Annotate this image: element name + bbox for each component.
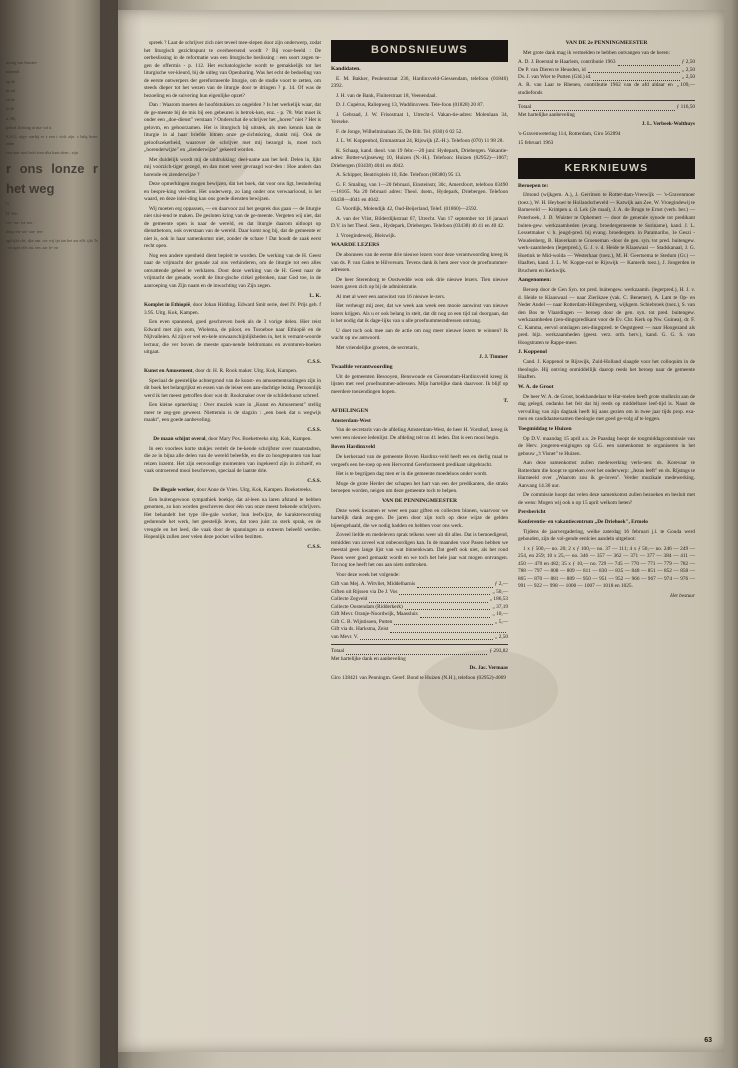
section-header-kerknieuws: KERKNIEUWS (518, 158, 695, 179)
book-review-signature: C.S.S. (307, 477, 321, 484)
body-paragraph: Deze week kwamen er weer een paar giften en collecten binnen, waarvoor we hartelijk dank zeg-gen. De jaren door zijn toch op deze wijze de gelden bijeengehaald, die we nodig hadden en hebben voor ons werk. (331, 507, 508, 529)
gift-amount: „ 2,50 (682, 66, 695, 73)
gift-label: A. R. van Laar te Rhenen, contributie 1962 van de afd aldaar en studiefonds (518, 82, 673, 96)
gift-label: A. D. J. Boerstal te Haarlem, contributie 1963 (518, 59, 616, 66)
gift-label: Gift via ds. Harksma, Zeist (331, 626, 389, 633)
divider (518, 100, 695, 101)
body-paragraph: Met duidelijk wordt mij de uitdrukking: deel-name aan het heil. Delen in, lijkt mij voorzich-tiger gezegd, en dan moet weer gevraagd wor-den : Hoe anders dan horende en zienderwijze ? (144, 156, 321, 178)
leader-dots (346, 648, 487, 655)
article-signature: J. J. Timmer (479, 354, 508, 361)
kandidaat-entry: J. H. van de Bank, Fluiterstraat 18, Veenendaal. (336, 92, 437, 99)
closing-line: Met hartelijke dank en aanbeveling (331, 655, 406, 662)
gift-label: Collecte Oostendam (Ridderkerk) (331, 603, 403, 610)
subheading-toogmiddag: Toegmiddag te Huizen (518, 425, 572, 432)
kandidaat-entry: D. J. Cupérus, Raliepweg 13, Waddinxveen. Tele-foon (01828) 20 87. (336, 102, 485, 109)
body-paragraph: Wij moeten erg oppassen, — en daarvoor zal het gesprek dus gaan — de liturgie niet slui-tend te maken. De gesloten kring van de ge-meente. Vergeten wij niet, dat de gemeente open is naar de wereld, en dat liturgie daarom uitloopt op dienstbetoon, ook overstaan van de wereld. Daar komt nog bij, dat de gemeente er niet is, ook in haar samenkomst niet, zonder de schare ! Dat houdt de zaak eerst recht open. (144, 205, 321, 250)
body-paragraph: Aan deze samenkomst zullen medewerking verle-nen: ds. Korevaar te Rotterdam die hoopt te spreken over het onderwerp: „Jezus leeft" en ds. Rijstngs te Harmeeld over „Waarom zou ik ge-loven". Verder muzikale medewerking. Aanvang 14.30 uur. (518, 460, 695, 489)
body-paragraph: Deze opmerkingen mogen bewijzen, dat het boek, dat voor ons ligt, bestudering en bespre-king verdient. Het onderwerp, zo lang onder ons verwaarloosd, is het waard, en deze inlei-ding kan ons goede diensten bewijzen. (144, 181, 321, 203)
gift-total-row (331, 648, 508, 656)
gift-total-amount: ƒ 116,50 (676, 104, 695, 111)
leader-dots (593, 74, 680, 81)
subheading-kandidaten: Kandidaten. (331, 65, 361, 72)
book-review-signature: C.S.S. (307, 543, 321, 550)
gift-amount: „ 186,53 (489, 596, 508, 603)
leader-dots (588, 67, 680, 74)
body-paragraph: De kerkeraad van de gemeente Boven Hardinx-veld heeft ees en derlig maal te vergeefs een be-roep op een Hervormd Gereformeerd predikant uitgebracht. (331, 453, 508, 468)
gift-row (331, 634, 508, 642)
edge-frag-line: agd ijks cht, ijke om. cor wij ijn ian het aar elft. ijkt Te ; en igen elfs las. ien. aar le- en (6, 238, 98, 250)
book-title: De illegale werker (152, 487, 194, 494)
body-paragraph: Het is te begrijpen dag men er in die gemeente moedeloos onder wordt. (336, 471, 488, 478)
book-review-text: Een buitengewoon sympathiek boekje, dat al-leen na laren afstand te hebben genomen, zo kon worden geschreven door één van onze meest bekende schrijvers. Het behandelt het type ille-gale worker, hun leefwijze, de karakterworsting gedurende het werk, het geestelijk leven, dat toen juist zo sterk sprak, en de vreugde en het leed, die vaak door de spanningen zo extreem beleefd werden. Hopenlijk zullen zeer velen deze pocket willen bezitten. (144, 496, 321, 541)
article-signature: J. L. Verbeek-Wolthuys (641, 121, 695, 128)
column-left (144, 40, 321, 1000)
edge-frag-line: nestig van Amster- (6, 60, 38, 65)
leader-dots (405, 604, 491, 611)
body-paragraph: Beroep door de Gen Syn. tot pred. buitengew. werkzaamh. (legerpred.), H. J. v. d. Heide te Klaaswaal — naar Zierikzee (vak. C. Benemer), A. Lam te Op- en Neder Andel — naar Rotterdam-Hillegersberg, wijkgem. Schiebroek (toez.), S. van den Bos te Vlaardingen — beroep door de gen. syn. tot pred. buitengew. werkzaamheden (zen-dingspredikant voor de Ev. Chr. Kerk op Nw. Guinea), dr. F. C. Kamma, eervol ontslagen zen-dingspred. te Oegstgeest — naar Hoogezand als pred. bijz. werkzaamheden (geest. verz. orth. herv.), kand. G. G. S. van Hoogstraten te Rappe-meer. (518, 287, 695, 346)
edge-frag-line: K.S.G. afge- narbij er s een t vick zijn. s belg bren- onde (6, 134, 98, 146)
gift-row (518, 74, 695, 82)
book-review-signature: C.S.S. (307, 426, 321, 433)
gift-label: Giften uit Rijssen via De J. Vos (331, 588, 398, 595)
book-review-text: Een kleine opmerking : Over muziek ware in „Kunst en Amusement" stellig meer te zeg-gen geweest. Niettemin is de slagzin : „een boek dat u wegwijs maakt", een goede aanbeveling. (144, 402, 321, 424)
kandidaat-entry: A. van der Vlist, Bilderdijkstraat 67, Utrecht. Van 17 september tot 16 januari D.V. in het Theol. Sem., Hydepark, Driebergen. Telefoon (03438) 40 41 en 40 42. (331, 215, 508, 230)
subheading-waarde-lezers: WAARDE LEZERS (331, 242, 380, 249)
subheading-afdelingen: AFDELINGEN (331, 407, 369, 414)
book-byline: , door Mary Pos. Boeketreeks uitg. Kok, Kampen. (205, 436, 312, 443)
body-paragraph: Voor deze week het volgende: (336, 571, 400, 578)
body-paragraph: Op D.V. maandag 15 april a.s. 2e Paasdag hoopt de toogmiddagcommissie van de Herv. jongeren-enigingen op G.G. een samenkomst te organiseren in het gebouw „'t Visnet" te Huizen. (518, 435, 695, 457)
book-review-text: In een voorlees korte stukjes vertelt de be-kende schrijfster over maanstadten, die ze in bijna alle delen van de wereld beleefde, en die zo hoogtepunten van haar reizen inzemt. Het zijn eenvoudige momenten van ingekeerd zijn in zichzelf, en vaak ontroerend mooi beschreven, speciaal de laatste drie. (144, 445, 321, 475)
edge-frag-line: gehad. lichting al ma- taf it. (6, 125, 53, 131)
edge-frag-line: op de (6, 78, 16, 84)
subheading-aangenomen: Aangenomen: (518, 277, 552, 284)
book-review-text: Speciaal de geestelijke achtergrond van de kunst- en amusementsuitingen zijn in dit boek het belangrijkst en essen van de leiser een aan-dachtige lezing. Persoonlijk werd ik het meest getroffen door wat dr. Rookmaker over de schilderkunst schreef. (144, 377, 321, 399)
gift-row (331, 581, 508, 589)
leader-dots (533, 104, 674, 111)
gift-amount: „ 2,50 (495, 633, 508, 640)
edge-frag-line: een aan- niet heid eten rika kant eken ; zijn (6, 149, 78, 155)
leader-dots (399, 589, 490, 596)
body-paragraph: Cand. J. Koppenol te Rijswijk, Zuid-Holland slaagde voor het colloquim in de theologie. Hij ontving onmiddellijk daarop reeds het beroep naar de gemeente Haaften. (518, 359, 695, 381)
book-review-signature: C.S.S. (307, 358, 321, 365)
edge-frag-line: H. Wa- (6, 210, 18, 216)
book-review-title (144, 487, 321, 495)
gift-row (518, 59, 695, 67)
gift-amount: ƒ 2,50 (681, 59, 695, 66)
edge-frag-line: in zal (6, 87, 16, 93)
gift-label: De P. van Dieren te Heusden, id (518, 66, 586, 73)
book-review-title (144, 368, 321, 376)
edge-frag-line: n. Hij (6, 115, 16, 121)
gift-row (331, 596, 508, 604)
subheading-penningmeester: VAN DE PENNINGMEESTER (381, 497, 458, 504)
book-review-text: Een even spannend, goed geschreven boek als de 3 vorige delen. Hier reist Edward met zijn oom, Wielema, de piloot, en Turoeboe naar Ethiopië en de Nijlvalleien. Al zijn er wel en-kele onwaarschijnlijkheden in, het is vernant-woorde lectuur, die ver boven de meeste span-nende beldromans en avonturen-boeken uitgaat. (144, 319, 321, 356)
subheading-beroepen: Beroepen te: (518, 182, 549, 189)
body-paragraph: spreek ? Laat de schrijver zich niet teveel mee-slepen door zijn onderwerp, zodat het liturgisch gezichtspunt te overheersend wordt ? Bij voor-beeld : De oerbeslissing in de reformatie was een liturgische beslissing : een soort zegen te-gen de offermis - p. 112. Het eschatologische wordt te gemakkelijk tot het liturgische ver-kleurd, bij de uitleg van Openbaring. Was het echt de bedoeling van de eerste ontwerpers der gereformeerde liturgie, om de studie voort te zetten, om steeds dieper tot het wezen van de liturgie door te dringen ? p. 14. Of was de bezoeling en de suivering hun eigenlijke opzet? (144, 40, 321, 99)
body-paragraph: Nog een andere openheid dient bepleit te worden. De werking van de H. Geest naar de vrijmacht der genade zal ons verhinderen, om de liturgie tot een alles omvattende geheel te verklaren. Door deze werking van de H. Geest naar de vrijmacht der genade, wordt de litur-gische cirkel gebroken, naar God toe, in de aanroeping van Zijn naam en de inwachting van Zijn zegen. (144, 252, 321, 289)
gift-row (331, 611, 508, 619)
gift-amount: „ 50,— (492, 588, 508, 595)
body-paragraph: De commissie hoopt dat velen deze samenkomst zullen bezoeken en besluit met de wens: Mogen wij ook u op 15 april welkom heten? (518, 492, 695, 506)
leader-dots (360, 634, 493, 641)
gift-amount: ƒ 2,— (494, 581, 508, 588)
gift-row (518, 82, 695, 97)
divider (331, 644, 508, 645)
book-review-title (144, 302, 321, 317)
book-title: Kunst en Amusement (144, 368, 193, 375)
gift-label: Collecte Zegveld (331, 596, 368, 603)
leader-dots (394, 619, 493, 626)
body-paragraph: Uit de gemeenten Besooyen, Benswoude en Giessendam-Hardinxveld kreeg ik lijsten met veel proefnummer-adressen. Mijn hartelijke dank daarvoor. Ik blijf op meerdere toezendingen hopen. (331, 373, 508, 395)
article-signature: Ds. Jac. Vermaas (469, 665, 508, 672)
section-header-bondsnieuws: BONDSNIEUWS (331, 40, 508, 62)
body-paragraph: Van de secretaris van de afdeling Amsterdam-West, de heer H. Vorsthof, kreeg ik weer een nieuwe ledenlijst. De afdeling telt nu 41 leden. Dat is een mooi begin. (331, 427, 508, 441)
subheading-twaalfde-verantwoording: Twaalfde verantwoording (331, 363, 393, 370)
article-signature: Het bestuur (670, 592, 695, 599)
gift-total-label: Totaal (331, 648, 345, 655)
book-byline: , door Anne de Vries. Uitg. Kok, Kampen. Boeketreeks. (193, 487, 313, 494)
closing-line: Met hartelijke aanbeveling (518, 111, 575, 118)
body-paragraph: Met grote dank mag ik vermelden te hebben ontvangen van de heren: (523, 49, 670, 56)
afdeling-name: Boven Hardinxveld (331, 444, 375, 451)
body-paragraph: IJmond (wijkgem. A.), J. Gerritsen te Rotter-dam-Vreewijk — 's-Gravenmoer (toez.), W. H. Heyboer te Hollandscheveld — Katwijk aan Zee, W. Vroegindewij te Barneveld — Krimpen a. d. Lek (2e maal), J. A. de Brugn te Ernst (verb. ber.) — Puterhoek, J. D. Wuister te Ophemert — door de generale synode tot predikant buiten-gew. werkzaamheden (evang. broedergemeente te Suriname), kand. J. L. Lessetmaker v. h. jeugd-pred. bij evang. broedergem. in Paramaribo, 1e Geszi - Woudenberg, B. Haverkam te Groeneman -door de gen. syn. tot pred. buitengew. werk-zaamheden (legerpred.), G. J. v. d. Heide te Klaaswaal — Stadskanaal, J. G. Huetink te Mid-wolda — Westerhaar (toez.), M. H. Geertsema te Stedum (Gr.) — Haaften, kand. J. L. W. Koppe-nol te Rijswijk — Kamerik toez.), J. Jongerden te Bruchem en Kerkwijk. (518, 192, 695, 274)
leader-dots (618, 59, 680, 66)
gift-row (331, 626, 508, 634)
gift-label: Ds. J. van Wier te Putten (Gld.) id. (518, 74, 592, 81)
kandidaat-entry: J. Vroegindeweij, Bleiswijk. (336, 232, 397, 239)
body-paragraph: Het verheugt mij zeer, dat we week aan week een mooie aanwinst van nieuwe lezers krijgen. Als u er ook belang in stelt, dat dit nog zo een tijd zal doorgaan, dat is het nodig dat ik dage-lijks van u alle proefnummeradressen ontvang. (331, 303, 508, 325)
gift-label: Gift C. B. Wijntisoen, Putten (331, 618, 393, 625)
kandidaat-entry: A. Schipper, Beatrixplein 10, Ede. Telefoon (08380) 95 13. (336, 172, 462, 179)
book-review-title (144, 436, 321, 444)
giro-address: Giro 138421 van Penningm. Geref. Bond te Huizen (N.H.), telefoon (02952)-4069 (331, 674, 506, 681)
body-paragraph: De abonnees van de eerste drie nieuwe lezers voor deze verantwoording kreeg ik van ds. P. van Galen te Hilversum. Tevens dank ik hem zeer voor de proefnummer-adressen. (331, 252, 508, 274)
subheading-koppenol: J. Koppenol (518, 349, 547, 356)
gift-amount: „ 5,— (495, 618, 508, 625)
edge-frag-line: G (6, 201, 10, 207)
adjacent-page-fragment (6, 60, 98, 254)
edge-frag-line: in de (6, 106, 15, 112)
gift-total-amount: ƒ 293,82 (489, 648, 508, 655)
book-title: De maan schijnt overal (153, 436, 206, 443)
body-paragraph: Tijdens de jaarvergadering, welke zaterdag 16 februari j.l. te Gouda werd gehouden, zijn de vol-gende eenlcies aandeln uitgeloot: (518, 528, 695, 543)
leader-dots (417, 581, 493, 588)
kandidaat-entry: J. Gebraad, J. W. Frisostraat 1, Utrecht-I. Vakan-tie-adres: Molenlaan 34, Yerseke. (331, 111, 508, 126)
column-middle (331, 40, 508, 1000)
page-number: 63 (704, 1037, 712, 1044)
gift-total-row (518, 104, 695, 112)
article-signature: L. K. (309, 292, 321, 299)
lottery-numbers: 1 x ƒ 500,— no. 20; 2 x ƒ 100,— no. 37 — 111; 4 x ƒ 50,— no. 246 — 249 — 254, en 259; 10 x 25,— no. 346 — 357 — 362 — 371 — 377 — 384 — 411 — 450 — 470 en 482; 35 x ƒ 10,— no. 729 — 745 — 770 — 771 — 779 — 782 — 788 — 797 — 808 — 809 — 811 — 830 — 835 — 848 — 851 — 852 — 858 — 865 — 870 — 881 — 889 — 950 — 951 — 952 — 966 — 967 — 974 — 976 — 991 — 922 — 998 — 1000 — 1007 — 1018 en 1025. (518, 545, 695, 590)
gift-label: Gift Mevr. Oranje-Noordwijk, Maassluis (331, 611, 418, 618)
body-paragraph: Met vriendelijke groeten, de secretaris, (336, 344, 419, 351)
edge-frag-line: en de (6, 97, 15, 103)
kandidaat-entry: K. Schaap, kand. theol. van 19 febr.—20 juni: Hydepark, Driebergen. Vakantie-adres: Botter-wijnseweg 10, Huizen (N.-H.). Telefoon: Huizen (02952)—1067; Driebergen (03438) 4041 en 4042. (331, 147, 508, 169)
book-title: Komplet in Ethiopië (144, 302, 191, 309)
body-paragraph: Dan : Waarom moeten de hoofdstukken zo ongelden ? Is het werkelijk waar, dat de ge-meente bij de mis bij een gebeuren is betrok-ken, enz. - p. 78. Wat moet ik onder een „doe-dienst" verstaan ? Onderschat de schrijver het „horen" niet ? Het is gelovm, en gehoorzamen. Het is liturgisch bij uitstek, als men kennis kan de liturgie in al haar briefde bitnen onze ge-zichtskring, dunkt mij. Ook de geloofszekerheid, waarover de schrijver met mij bezorgd is, moet toch „horenderwijze" en „zienderwijze" gekeerd worden. (144, 102, 321, 154)
subheading-2e-penningmeester: VAN DE 2e PENNINGMEESTER (565, 40, 648, 46)
edge-frag-heading: r ons lonze r het weg (6, 161, 98, 196)
leader-dots (390, 626, 506, 633)
printed-page (118, 10, 724, 1052)
gift-amount: „ 10,— (492, 611, 508, 618)
body-paragraph: U doet toch ook mee aan de actie om nog meer nieuwe lezers te winnen? Ik wacht op uw antwoord. (331, 327, 508, 342)
kandidaat-entry: F. de Jonge, Wilhelminalaan 35, De Bilt. Tel. (030) 6 02 52. (336, 128, 463, 135)
subheading-persbericht: Persbericht (518, 509, 546, 516)
book-byline: , door Johan Hidding. Edward Smit serie, deel IV. Prijs geb. f 3.95. Uitg. Kok, Kampen. (144, 302, 321, 316)
kandidaat-entry: J. L. W. Koppenhol, Emmastraat 24, Rijswijk (Z.-H.). Telefoon (070) 11 98 28. (336, 138, 504, 145)
date-line: 15 februari 1963 (518, 140, 554, 147)
gift-row (331, 589, 508, 597)
gift-label: Gift van Mej. A. Witvliet, Middelharnis (331, 581, 416, 588)
edge-frag-line: ulanend (6, 69, 20, 75)
giro-address: 's-Gravenwetering 114, Rotterdam, Giro 562894 (518, 130, 621, 137)
gift-label: van Mevr. V. (331, 633, 359, 640)
body-paragraph: De heer W. A. de Groot, boekhandelaar te Har-melen heeft grote studiezin aan de dag gelegd, ondanks het feit dat hij reeds op middelbare leef-tijd is. Naast de vervulling van zijn dagtaak heeft hij aans gezien om in twee jaar tijds prop. exa-men en candidaatsexamen theologie met goed ge-volg af te leggen. (518, 393, 695, 423)
body-paragraph: Al met al weer een aanwinst van 16 nieuwe le-zers. (336, 293, 446, 300)
kandidaat-entry: E. M. Bakker, Peulenstraat 236, Hardinxveld-Giessendam, telefoon (01846) 2392. (331, 75, 508, 90)
gift-total-label: Totaal (518, 104, 532, 111)
edge-frag-line: ver- sur- tot ten : (6, 219, 34, 225)
body-paragraph: De heer Sterenborg te Oostwedde won ook drie nieuwe lezers. Tien nieuwe lezers gaven zich op bij de administratie. (331, 276, 508, 291)
body-paragraph: Zoveel liefde en medeleven sprak telkens weer uit dit alles. Dat is bemoedigend, temidden van zoveel wat onbeoordigen kan. In de maanden voor Pasen hebben we meestal geen lange lijst van wat binnenkwam. Dat geeft ook niet, als het rond Pasen weer goed gemaakt wordt en we toch het hele jaar wat mogen ontvangen. Tot nog toe heeft het ons aan niets ontbroken. (331, 532, 508, 569)
book-byline: , door dr. H. R. Rook maker. Uitg. Kok, Kampen. (192, 368, 298, 375)
gift-amount: „ 2,50 (682, 74, 695, 81)
edge-frag-line: ding ren- uit- aar- ien- (6, 229, 44, 235)
leader-dots (369, 596, 487, 603)
column-right (518, 40, 695, 1000)
body-paragraph: Moge de grote Herder der schapen het hart van een der predikanten, die straks beroepen worden, neigen om deze gemeente toch te helpen. (331, 480, 508, 495)
afdeling-name: Amsterdam-West (331, 417, 371, 424)
kandidaat-entry: G. Voordijk, Molendijk 42, Oud-Beijerland, Telef. (01860)—2592. (336, 206, 478, 213)
persbericht-subheading: Konferentie- en vakantiecentrum „De Driehoek", Ermelo (518, 519, 648, 526)
kandidaat-entry: G. F. Smaling, van 1—20 februari, Einsteinstr, 30c, Amersfoort, telefoon 03490—18165. Na 20 februari adres: Theol. 4sem., Hydepark, Driebergen. Telefoon 03438—4041 en 4042. (331, 181, 508, 203)
leader-dots (420, 611, 491, 618)
subheading-de-groot: W. A. de Groot (518, 383, 554, 390)
gift-amount: „ 109,— (676, 82, 695, 88)
gift-amount: „ 37,19 (492, 603, 508, 610)
article-signature: T. (503, 398, 508, 405)
